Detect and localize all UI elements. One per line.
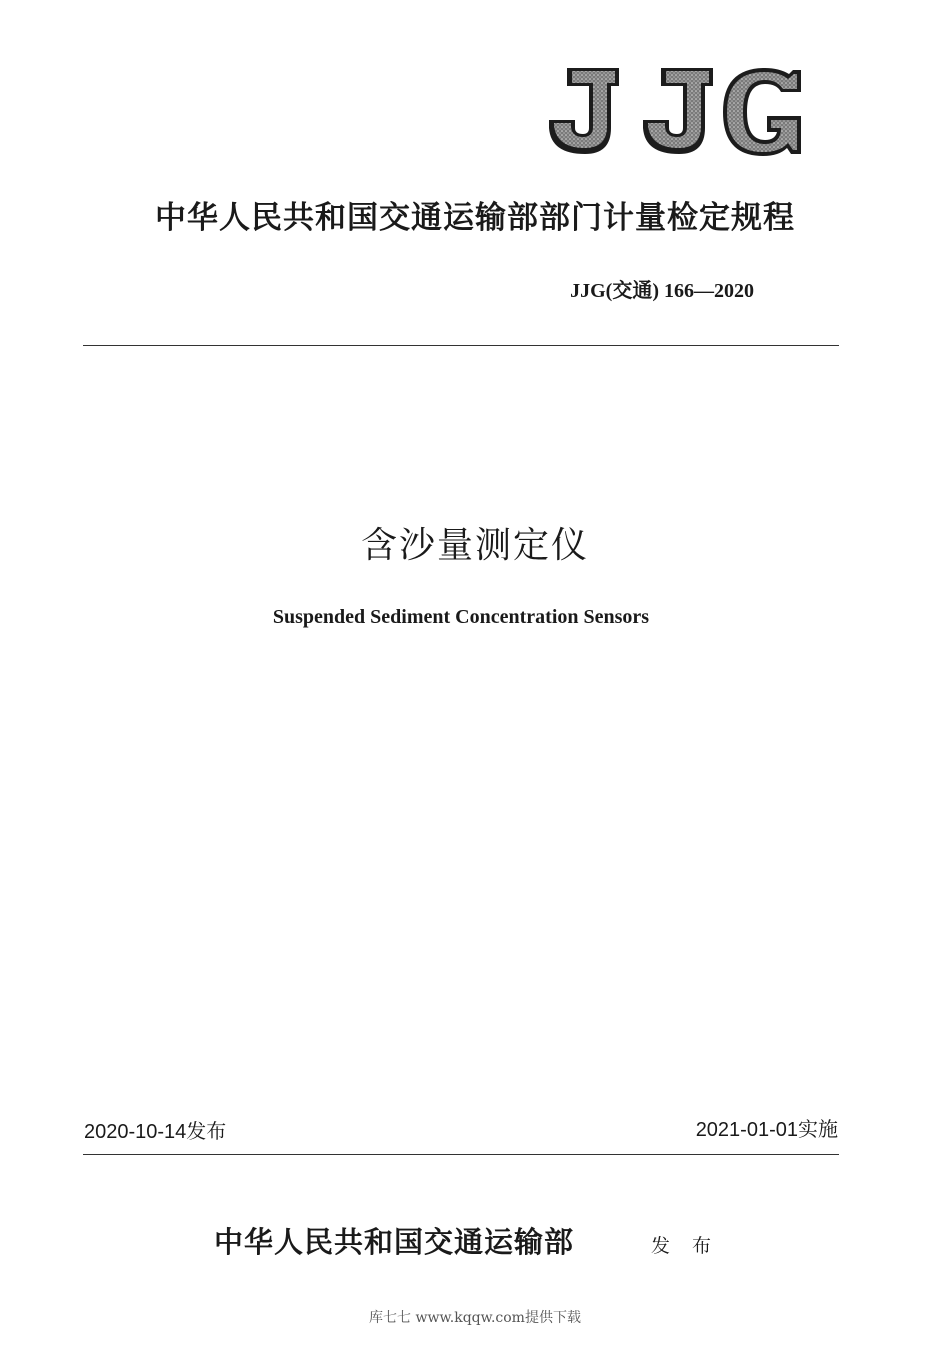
bottom-divider: [83, 1154, 839, 1155]
effective-date: 2021-01-01实施: [695, 1119, 838, 1141]
title-english: Suspended Sediment Concentration Sensors: [272, 606, 650, 628]
publisher-name: 中华人民共和国交通运输部: [214, 1225, 575, 1259]
issue-date: 2020-10-14发布: [84, 1121, 227, 1143]
top-divider: [83, 345, 839, 346]
publish-label: 发 布: [651, 1235, 720, 1257]
jjg-logo-icon: [545, 62, 803, 158]
download-watermark: 库七七 www.kqqw.com提供下载: [369, 1310, 581, 1326]
title-chinese: 含沙量测定仪: [360, 525, 589, 566]
regulation-category: 中华人民共和国交通运输部部门计量检定规程: [155, 200, 795, 236]
standard-code: JJG(交通) 166—2020: [570, 280, 754, 302]
